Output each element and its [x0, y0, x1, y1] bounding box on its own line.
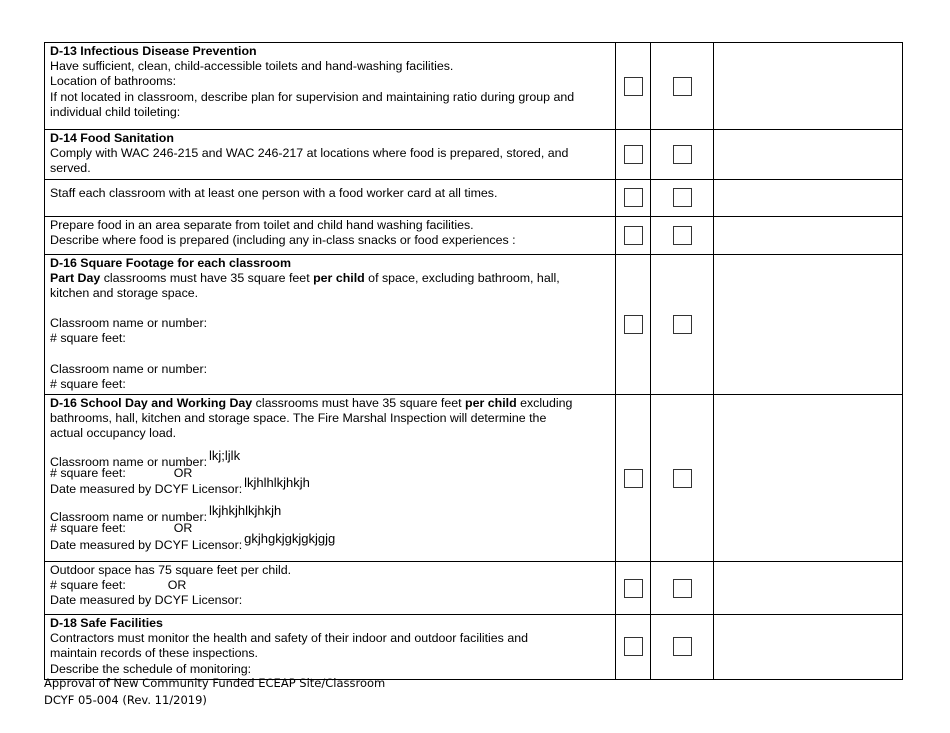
row-d14	[45, 130, 903, 180]
d16b-checkbox-no[interactable]	[673, 469, 692, 488]
d16a-sqft-label-1: # square feet:	[50, 331, 126, 346]
d16b-classroom-entry-1[interactable]: lkj;ljlk	[209, 447, 241, 463]
d16b-classroom-label-2: Classroom name or number:	[50, 510, 208, 525]
d16a-lead-bold1: Part Day	[50, 270, 101, 285]
food-prep-comments-cell[interactable]	[714, 216, 903, 254]
staff-requirement	[45, 179, 616, 216]
d16b-classroom-entry-2[interactable]: lkjhkjhlkjhkjh	[209, 503, 282, 519]
d18-check-no-cell	[651, 615, 714, 680]
food-prep-checkbox-no[interactable]	[673, 226, 692, 245]
d16a-classroom-label-2: Classroom name or number:	[50, 361, 208, 376]
row-outdoor-space	[45, 562, 903, 615]
d16b-text4: actual occupancy load.	[50, 426, 177, 441]
d16b-date-entry-1[interactable]: lkjhlhlkjhkjh	[244, 475, 310, 491]
d13-line1: Have sufficient, clean, child-accessible toilets and hand-washing facilities.	[50, 59, 454, 74]
footer-form-title: Approval of New Community Funded ECEAP Site/Classroom	[44, 676, 386, 690]
row-food-prep	[45, 216, 903, 254]
d16b-requirement	[45, 395, 616, 562]
d14-requirement	[45, 130, 616, 180]
row-staff-food-card	[45, 179, 903, 216]
d13-check-no-cell	[651, 43, 714, 130]
d18-requirement	[45, 615, 616, 680]
d16a-lead-text2: of space, excluding bathroom, hall,	[364, 270, 560, 285]
d16a-lead-text1: classrooms must have 35 square feet	[100, 270, 314, 285]
food-prep-check-yes-cell	[616, 216, 651, 254]
d13-checkbox-yes[interactable]	[624, 77, 643, 96]
outdoor-check-yes-cell	[616, 562, 651, 615]
d18-checkbox-yes[interactable]	[624, 637, 643, 656]
row-d13	[45, 43, 903, 130]
d14-line1: Comply with WAC 246-215 and WAC 246-217 at locations where food is prepared, stored, and served.	[50, 146, 569, 176]
d14-checkbox-yes[interactable]	[624, 145, 643, 164]
d16b-date-label-1: Date measured by DCYF Licensor:	[50, 482, 243, 497]
d13-line2: Location of bathrooms:	[50, 74, 177, 89]
food-prep-requirement	[45, 216, 616, 254]
d16b-date-label-2: Date measured by DCYF Licensor:	[50, 537, 243, 552]
d16b-or-1: OR	[173, 465, 193, 480]
d16a-checkbox-yes[interactable]	[624, 315, 643, 334]
d16a-check-yes-cell	[616, 254, 651, 394]
row-d16-school-day	[45, 395, 903, 562]
d16a-lead-text3: kitchen and storage space.	[50, 286, 199, 301]
d16b-title: D-16 School Day and Working Day	[50, 396, 253, 411]
food-prep-checkbox-yes[interactable]	[624, 226, 643, 245]
d16b-text3: bathrooms, hall, kitchen and storage space. The Fire Marshal Inspection will determine the	[50, 411, 547, 426]
outdoor-sqft-label: # square feet:	[50, 578, 126, 593]
d14-checkbox-no[interactable]	[673, 145, 692, 164]
staff-checkbox-yes[interactable]	[624, 188, 643, 207]
staff-checkbox-no[interactable]	[673, 188, 692, 207]
d16b-sqft-label-2: # square feet:	[50, 521, 126, 536]
footer-form-number: DCYF 05-004 (Rev. 11/2019)	[44, 693, 207, 707]
d16a-comments-cell[interactable]	[714, 254, 903, 394]
staff-check-yes-cell	[616, 179, 651, 216]
outdoor-checkbox-no[interactable]	[673, 579, 692, 598]
d16a-sqft-label-2: # square feet:	[50, 376, 126, 391]
d16b-bold2: per child	[465, 396, 517, 411]
checklist-table	[44, 42, 903, 680]
d16a-title: D-16 Square Footage for each classroom	[50, 255, 292, 270]
d16b-checkbox-yes[interactable]	[624, 469, 643, 488]
d16b-sqft-label-1: # square feet:	[50, 465, 126, 480]
staff-line1: Staff each classroom with at least one person with a food worker card at all times.	[50, 185, 498, 200]
staff-check-no-cell	[651, 179, 714, 216]
d14-title: D-14 Food Sanitation	[50, 131, 174, 145]
d16b-check-no-cell	[651, 395, 714, 562]
food-prep-line2: Describe where food is prepared (including any in-class snacks or food experiences :	[50, 232, 516, 247]
food-prep-line1: Prepare food in an area separate from toilet and child hand washing facilities.	[50, 217, 474, 232]
d18-comments-cell[interactable]	[714, 615, 903, 680]
d16b-text2: excluding	[516, 396, 573, 411]
d18-title: D-18 Safe Facilities	[50, 616, 163, 631]
d16a-check-no-cell	[651, 254, 714, 394]
d16b-comments-cell[interactable]	[714, 395, 903, 562]
d14-check-no-cell	[651, 130, 714, 180]
staff-comments-cell[interactable]	[714, 179, 903, 216]
d18-check-yes-cell	[616, 615, 651, 680]
outdoor-date-label: Date measured by DCYF Licensor:	[50, 593, 243, 608]
d16a-classroom-label-1: Classroom name or number:	[50, 316, 208, 331]
d16b-text1: classrooms must have 35 square feet	[252, 396, 466, 411]
d14-check-yes-cell	[616, 130, 651, 180]
d13-comments-cell[interactable]	[714, 43, 903, 130]
d18-checkbox-no[interactable]	[673, 637, 692, 656]
d13-checkbox-no[interactable]	[673, 77, 692, 96]
d16a-lead-bold2: per child	[313, 270, 365, 285]
food-prep-check-no-cell	[651, 216, 714, 254]
outdoor-line1: Outdoor space has 75 square feet per child.	[50, 563, 292, 578]
outdoor-or: OR	[167, 578, 187, 593]
d16a-checkbox-no[interactable]	[673, 315, 692, 334]
d13-check-yes-cell	[616, 43, 651, 130]
d18-line2: maintain records of these inspections.	[50, 646, 258, 661]
row-d18	[45, 615, 903, 680]
d13-requirement	[45, 43, 616, 130]
outdoor-comments-cell[interactable]	[714, 562, 903, 615]
d16a-requirement	[45, 254, 616, 394]
outdoor-requirement	[45, 562, 616, 615]
d16b-date-entry-2[interactable]: gkjhgkjgkjgkjgjg	[244, 530, 336, 546]
d16b-check-yes-cell	[616, 395, 651, 562]
row-d16-part-day	[45, 254, 903, 394]
outdoor-checkbox-yes[interactable]	[624, 579, 643, 598]
d13-title: D-13 Infectious Disease Prevention	[50, 44, 257, 58]
d16b-or-2: OR	[173, 521, 193, 536]
d18-line1: Contractors must monitor the health and safety of their indoor and outdoor facilities and	[50, 631, 528, 646]
d13-line3: If not located in classroom, describe plan for supervision and maintaining ratio during group and individual child toileting:	[50, 89, 575, 119]
d18-line3: Describe the schedule of monitoring:	[50, 661, 252, 676]
d14-comments-cell[interactable]	[714, 130, 903, 180]
d16b-classroom-label-1: Classroom name or number:	[50, 454, 208, 469]
outdoor-check-no-cell	[651, 562, 714, 615]
page-footer	[44, 675, 385, 709]
